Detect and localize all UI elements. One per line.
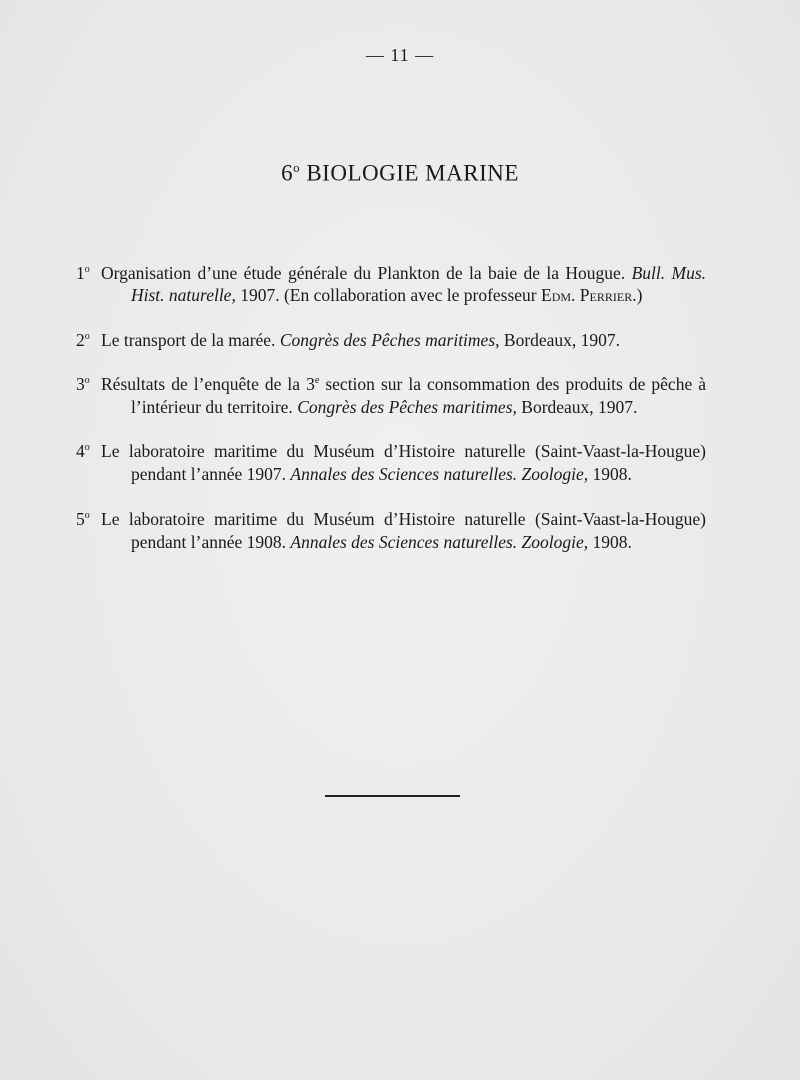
- entry-title: Le laboratoire maritime du Muséum d’Histoire naturelle (Saint-Vaast-la-Hougue) pendant l’année 1908.: [101, 508, 706, 552]
- entry-journal: Congrès des Pêches maritimes,: [297, 396, 517, 417]
- publication-entry-4: [76, 436, 706, 486]
- publication-entry-1: [76, 258, 706, 308]
- entry-number: 5$^o$: [76, 508, 90, 529]
- publication-entry-3: [76, 369, 706, 419]
- entry-title: Organisation d’une étude générale du Plankton de la baie de la Hougue.: [101, 262, 626, 283]
- entry-journal: Congrès des Pêches maritimes,: [279, 329, 500, 350]
- entry-number: 1$^o$: [76, 262, 90, 283]
- section-number: 6: [281, 160, 294, 186]
- entry-title: Le laboratoire maritime du Muséum d’Histoire naturelle (Saint-Vaast-la-Hougue) pendant l’année 1907.: [101, 441, 706, 485]
- publication-list: [76, 240, 706, 571]
- entry-author: Edm. Perrier.): [541, 285, 643, 306]
- entry-journal: Annales des Sciences naturelles. Zoologie,: [290, 464, 589, 485]
- entry-details: Bordeaux, 1907.: [521, 396, 638, 417]
- section-title-text: BIOLOGIE MARINE: [306, 160, 519, 186]
- page-number: — 11 —: [365, 45, 435, 65]
- entry-details: 1907. (En collaboration avec le professeur: [240, 285, 537, 306]
- publication-entry-5: [76, 504, 706, 554]
- publication-entry-2: [76, 325, 706, 352]
- section-ordinal: o: [293, 160, 301, 175]
- entry-superscript: e: [314, 375, 320, 387]
- entry-journal: Annales des Sciences naturelles. Zoologie,: [290, 531, 589, 552]
- entry-number: 3$^o$: [76, 373, 90, 394]
- entry-journal: Bull. Mus. Hist. naturelle,: [131, 262, 707, 306]
- entry-title: Le transport de la marée.: [101, 329, 276, 350]
- entry-number: 4$^o$: [76, 441, 90, 462]
- entry-title-cont: section sur la consommation des produits de pêche à l’intérieur du territoire.: [131, 373, 707, 417]
- entry-number: 2$^o$: [76, 329, 90, 350]
- entry-title: Résultats de l’enquête de la 3: [101, 373, 315, 394]
- entry-details: 1908.: [592, 531, 632, 552]
- entry-details: 1908.: [592, 464, 632, 485]
- section-title: [0, 160, 800, 187]
- entry-details: Bordeaux, 1907.: [503, 329, 621, 350]
- closing-rule: [325, 795, 460, 797]
